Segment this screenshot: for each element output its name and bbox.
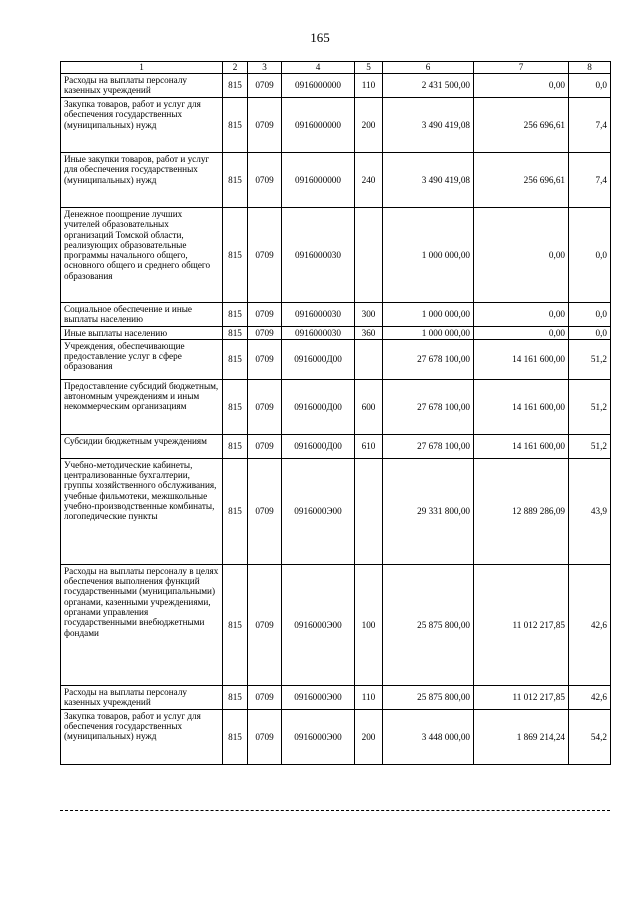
row-name: Денежное поощрение лучших учителей образовательных организаций Томской области, реализующих образовательные программы начального общего, основного общего и среднего общего образования (61, 208, 223, 303)
header-col-5: 5 (355, 62, 383, 74)
row-plan-amount: 3 490 419,08 (383, 153, 474, 208)
row-code-admin: 815 (223, 339, 248, 379)
row-target-article: 0916000030 (282, 326, 355, 339)
row-expense-type: 110 (355, 74, 383, 98)
row-code-admin: 815 (223, 434, 248, 458)
row-plan-amount: 25 875 800,00 (383, 685, 474, 709)
row-expense-type: 200 (355, 98, 383, 153)
row-code-admin: 815 (223, 709, 248, 764)
row-executed-amount: 11 012 217,85 (474, 564, 569, 685)
header-col-4: 4 (282, 62, 355, 74)
row-expense-type: 300 (355, 303, 383, 327)
row-section: 0709 (248, 709, 282, 764)
row-plan-amount: 29 331 800,00 (383, 458, 474, 564)
row-target-article: 0916000030 (282, 303, 355, 327)
table-row (61, 74, 611, 98)
row-name: Иные выплаты населению (61, 326, 223, 339)
row-expense-type (355, 458, 383, 564)
row-plan-amount: 2 431 500,00 (383, 74, 474, 98)
table-row (61, 564, 611, 685)
table-continuation-rule (60, 810, 610, 811)
table-row (61, 458, 611, 564)
header-col-7: 7 (474, 62, 569, 74)
row-code-admin: 815 (223, 564, 248, 685)
row-percent: 51,2 (569, 379, 611, 434)
row-code-admin: 815 (223, 303, 248, 327)
row-code-admin: 815 (223, 326, 248, 339)
row-section: 0709 (248, 98, 282, 153)
row-percent: 0,0 (569, 303, 611, 327)
table-row (61, 98, 611, 153)
row-expense-type (355, 208, 383, 303)
row-percent: 42,6 (569, 685, 611, 709)
row-expense-type: 240 (355, 153, 383, 208)
row-code-admin: 815 (223, 458, 248, 564)
table-row (61, 434, 611, 458)
row-plan-amount: 1 000 000,00 (383, 326, 474, 339)
row-plan-amount: 25 875 800,00 (383, 564, 474, 685)
header-col-2: 2 (223, 62, 248, 74)
page-number: 165 (310, 30, 330, 45)
row-name: Закупка товаров, работ и услуг для обеспечения государственных (муниципальных) нужд (61, 709, 223, 764)
row-expense-type: 200 (355, 709, 383, 764)
row-expense-type (355, 339, 383, 379)
row-percent: 43,9 (569, 458, 611, 564)
row-percent: 54,2 (569, 709, 611, 764)
header-col-1: 1 (61, 62, 223, 74)
row-target-article: 0916000000 (282, 153, 355, 208)
row-plan-amount: 3 490 419,08 (383, 98, 474, 153)
row-target-article: 0916000000 (282, 74, 355, 98)
row-section: 0709 (248, 458, 282, 564)
budget-table (60, 61, 611, 765)
row-target-article: 0916000Д00 (282, 339, 355, 379)
row-target-article: 0916000Д00 (282, 434, 355, 458)
row-code-admin: 815 (223, 685, 248, 709)
row-name: Учреждения, обеспечивающие предоставление услуг в сфере образования (61, 339, 223, 379)
table-row (61, 303, 611, 327)
row-executed-amount: 1 869 214,24 (474, 709, 569, 764)
row-code-admin: 815 (223, 153, 248, 208)
row-section: 0709 (248, 379, 282, 434)
header-col-6: 6 (383, 62, 474, 74)
row-expense-type: 110 (355, 685, 383, 709)
row-plan-amount: 27 678 100,00 (383, 379, 474, 434)
row-name: Учебно-методические кабинеты, централизованные бухгалтерии, группы хозяйственного обслуживания, учебные фильмотеки, межшкольные учебно-производственные комбинаты, логопедические пункты (61, 458, 223, 564)
row-target-article: 0916000Э00 (282, 564, 355, 685)
row-expense-type: 610 (355, 434, 383, 458)
row-section: 0709 (248, 564, 282, 685)
row-name: Расходы на выплаты персоналу казенных учреждений (61, 74, 223, 98)
row-executed-amount: 0,00 (474, 208, 569, 303)
row-name: Расходы на выплаты персоналу в целях обеспечения выполнения функций государственными (муниципальными) органами, казенными учреждениями, органами управления государственными внебюджетными фондами (61, 564, 223, 685)
row-percent: 0,0 (569, 74, 611, 98)
row-percent: 51,2 (569, 339, 611, 379)
row-code-admin: 815 (223, 98, 248, 153)
row-name: Иные закупки товаров, работ и услуг для обеспечения государственных (муниципальных) нужд (61, 153, 223, 208)
row-code-admin: 815 (223, 208, 248, 303)
row-code-admin: 815 (223, 379, 248, 434)
row-name: Предоставление субсидий бюджетным, автономным учреждениям и иным некоммерческим организациям (61, 379, 223, 434)
row-executed-amount: 14 161 600,00 (474, 339, 569, 379)
row-target-article: 0916000000 (282, 98, 355, 153)
table-row (61, 153, 611, 208)
row-percent: 51,2 (569, 434, 611, 458)
table-row (61, 326, 611, 339)
row-section: 0709 (248, 153, 282, 208)
row-plan-amount: 1 000 000,00 (383, 303, 474, 327)
row-section: 0709 (248, 326, 282, 339)
row-plan-amount: 27 678 100,00 (383, 434, 474, 458)
row-executed-amount: 256 696,61 (474, 98, 569, 153)
row-executed-amount: 12 889 286,09 (474, 458, 569, 564)
row-plan-amount: 3 448 000,00 (383, 709, 474, 764)
row-name: Расходы на выплаты персоналу казенных учреждений (61, 685, 223, 709)
row-name: Закупка товаров, работ и услуг для обеспечения государственных (муниципальных) нужд (61, 98, 223, 153)
row-executed-amount: 0,00 (474, 74, 569, 98)
row-name: Социальное обеспечение и иные выплаты населению (61, 303, 223, 327)
row-name: Субсидии бюджетным учреждениям (61, 434, 223, 458)
header-col-8: 8 (569, 62, 611, 74)
row-executed-amount: 14 161 600,00 (474, 434, 569, 458)
row-percent: 0,0 (569, 326, 611, 339)
row-expense-type: 600 (355, 379, 383, 434)
row-expense-type: 100 (355, 564, 383, 685)
table-row (61, 208, 611, 303)
row-executed-amount: 256 696,61 (474, 153, 569, 208)
row-section: 0709 (248, 685, 282, 709)
row-executed-amount: 11 012 217,85 (474, 685, 569, 709)
row-executed-amount: 14 161 600,00 (474, 379, 569, 434)
row-percent: 7,4 (569, 98, 611, 153)
row-percent: 7,4 (569, 153, 611, 208)
table-row (61, 709, 611, 764)
row-section: 0709 (248, 74, 282, 98)
table-row (61, 339, 611, 379)
row-section: 0709 (248, 339, 282, 379)
table-header-row (61, 62, 611, 74)
row-target-article: 0916000Э00 (282, 458, 355, 564)
row-executed-amount: 0,00 (474, 303, 569, 327)
row-target-article: 0916000Д00 (282, 379, 355, 434)
row-code-admin: 815 (223, 74, 248, 98)
row-section: 0709 (248, 208, 282, 303)
row-percent: 0,0 (569, 208, 611, 303)
row-section: 0709 (248, 303, 282, 327)
row-target-article: 0916000030 (282, 208, 355, 303)
table-row (61, 379, 611, 434)
row-plan-amount: 27 678 100,00 (383, 339, 474, 379)
row-percent: 42,6 (569, 564, 611, 685)
row-target-article: 0916000Э00 (282, 685, 355, 709)
row-plan-amount: 1 000 000,00 (383, 208, 474, 303)
row-section: 0709 (248, 434, 282, 458)
table-row (61, 685, 611, 709)
row-target-article: 0916000Э00 (282, 709, 355, 764)
header-col-3: 3 (248, 62, 282, 74)
row-expense-type: 360 (355, 326, 383, 339)
row-executed-amount: 0,00 (474, 326, 569, 339)
